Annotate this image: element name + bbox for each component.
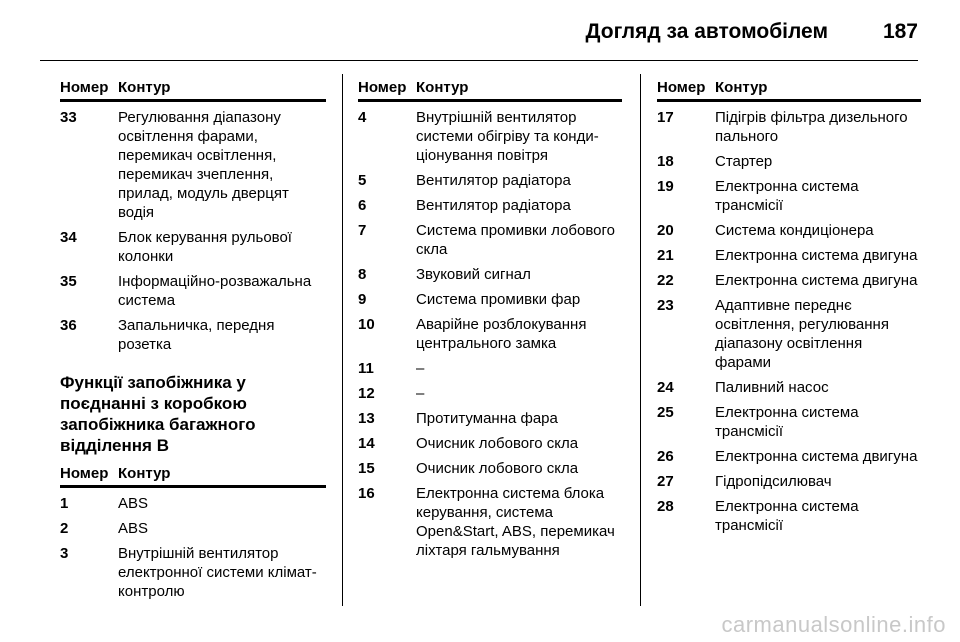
- table-header: [657, 78, 921, 102]
- fuse-number: 19: [657, 178, 674, 195]
- fuse-number: 14: [358, 435, 375, 452]
- table-row: [60, 544, 326, 601]
- table-row: [358, 315, 622, 353]
- table-row: [657, 378, 921, 397]
- table-row: [358, 434, 622, 453]
- table-row: [657, 177, 921, 215]
- table-row: [358, 384, 622, 403]
- fuse-circuit: Регулювання діапазону освітлення фарами, перемикач освітлення, перемикач зчеплення, прилад, модуль дверцят водія: [118, 109, 289, 221]
- header-circuit: Контур: [118, 465, 171, 482]
- fuse-number: 4: [358, 109, 367, 126]
- table-row: [358, 265, 622, 284]
- fuse-number: 27: [657, 473, 674, 490]
- fuse-number: 13: [358, 410, 375, 427]
- fuse-circuit: Очисник лобового скла: [416, 435, 579, 452]
- table-header: [358, 78, 622, 102]
- fuse-circuit: Електронна система двигуна: [715, 247, 918, 264]
- table-row: [358, 290, 622, 309]
- page-title: Догляд за автомобілем: [585, 20, 828, 43]
- fuse-number: 36: [60, 317, 77, 334]
- fuse-circuit: Внутрішній вентилятор електронної системи клімат-контролю: [118, 545, 317, 600]
- header-circuit: Контур: [715, 79, 768, 96]
- fuse-circuit: Електронна система трансмісії: [715, 178, 859, 214]
- fuse-circuit: Електронна система трансмісії: [715, 404, 859, 440]
- fuse-number: 34: [60, 229, 77, 246]
- fuse-number: 8: [358, 266, 367, 283]
- fuse-circuit: Аварійне розблокування центрального замка: [416, 316, 587, 352]
- table-row: [60, 108, 326, 222]
- fuse-circuit: –: [416, 385, 425, 402]
- fuse-circuit: Інформаційно-розважальна система: [118, 273, 312, 309]
- table-row: [657, 271, 921, 290]
- table-row: [657, 296, 921, 372]
- table-header: [60, 464, 326, 488]
- fuse-number: 6: [358, 197, 367, 214]
- fuse-number: 5: [358, 172, 367, 189]
- fuse-number: 33: [60, 109, 77, 126]
- header-circuit: Контур: [416, 79, 469, 96]
- column-divider: [640, 74, 641, 606]
- column-divider: [342, 74, 343, 606]
- table-row: [657, 472, 921, 491]
- fuse-circuit: Вентилятор радіатора: [416, 172, 571, 189]
- fuse-list: [60, 108, 326, 354]
- fuse-number: 35: [60, 273, 77, 290]
- fuse-number: 15: [358, 460, 375, 477]
- fuse-number: 22: [657, 272, 674, 289]
- fuse-number: 11: [358, 360, 374, 377]
- header-number: Номер: [60, 79, 109, 96]
- watermark: carmanualsonline.info: [721, 612, 946, 637]
- table-row: [358, 409, 622, 428]
- header-number: Номер: [657, 79, 706, 96]
- table-row: [60, 316, 326, 354]
- fuse-circuit: Адаптивне переднє освітлення, регулювання діапазону освітлення фарами: [715, 297, 889, 371]
- fuse-circuit: –: [416, 360, 425, 377]
- table-row: [60, 494, 326, 513]
- table-row: [358, 171, 622, 190]
- table-row: [358, 484, 622, 560]
- table-row: [60, 228, 326, 266]
- section-title: Функції запобіжника у поєднанні з коробкою запобіжника багажного відділення B: [60, 373, 256, 455]
- fuse-circuit: ABS: [118, 495, 149, 512]
- header-circuit: Контур: [118, 79, 171, 96]
- fuse-circuit: Електронна система двигуна: [715, 272, 918, 289]
- table-row: [657, 246, 921, 265]
- fuse-circuit: ABS: [118, 520, 149, 537]
- table-header: [60, 78, 326, 102]
- table-row: [358, 108, 622, 165]
- fuse-number: 3: [60, 545, 69, 562]
- column-1: [60, 78, 326, 607]
- fuse-circuit: Гідропідсилювач: [715, 473, 832, 490]
- fuse-circuit: Система промивки лобового скла: [416, 222, 615, 258]
- table-row: [358, 221, 622, 259]
- fuse-circuit: Система промивки фар: [416, 291, 581, 308]
- page-header: [40, 14, 918, 54]
- fuse-number: 2: [60, 520, 69, 537]
- table-row: [657, 403, 921, 441]
- fuse-number: 9: [358, 291, 367, 308]
- table-row: [60, 519, 326, 538]
- table-row: [657, 152, 921, 171]
- table-row: [358, 196, 622, 215]
- fuse-circuit: Система кондиціонера: [715, 222, 874, 239]
- fuse-number: 24: [657, 379, 674, 396]
- table-row: [358, 459, 622, 478]
- header-divider: [40, 60, 918, 61]
- table-row: [657, 221, 921, 240]
- fuse-circuit: Паливний насос: [715, 379, 829, 396]
- table-row: [657, 108, 921, 146]
- table-row: [657, 497, 921, 535]
- fuse-circuit: Протитуманна фара: [416, 410, 558, 427]
- fuse-circuit: Внутрішній вентилятор системи обігріву та конди-ціонування повітря: [416, 109, 599, 164]
- column-2: [358, 78, 622, 566]
- page-number: 187: [882, 20, 918, 43]
- fuse-list: [657, 108, 921, 535]
- fuse-circuit: Підігрів фільтра дизельного пального: [715, 109, 908, 145]
- fuse-list: [60, 494, 326, 601]
- header-number: Номер: [358, 79, 407, 96]
- table-row: [358, 359, 622, 378]
- fuse-circuit: Вентилятор радіатора: [416, 197, 571, 214]
- fuse-circuit: Електронна система трансмісії: [715, 498, 859, 534]
- fuse-circuit: Очисник лобового скла: [416, 460, 579, 477]
- table-row: [657, 447, 921, 466]
- fuse-number: 25: [657, 404, 674, 421]
- fuse-number: 20: [657, 222, 674, 239]
- table-row: [60, 272, 326, 310]
- fuse-number: 10: [358, 316, 375, 333]
- fuse-number: 26: [657, 448, 674, 465]
- fuse-circuit: Звуковий сигнал: [416, 266, 531, 283]
- fuse-circuit: Запальничка, передня розетка: [118, 317, 275, 353]
- column-3: [657, 78, 921, 541]
- fuse-number: 28: [657, 498, 674, 515]
- header-number: Номер: [60, 465, 109, 482]
- fuse-list: [358, 108, 622, 560]
- fuse-number: 7: [358, 222, 367, 239]
- fuse-circuit: Електронна система блока керування, система Open&Start, ABS, перемикач ліхтаря гальмування: [416, 485, 615, 559]
- fuse-circuit: Стартер: [715, 153, 773, 170]
- fuse-number: 1: [60, 495, 69, 512]
- fuse-circuit: Електронна система двигуна: [715, 448, 918, 465]
- fuse-circuit: Блок керування рульової колонки: [118, 229, 292, 265]
- fuse-number: 12: [358, 385, 375, 402]
- fuse-number: 16: [358, 485, 375, 502]
- fuse-number: 23: [657, 297, 674, 314]
- fuse-number: 18: [657, 153, 674, 170]
- fuse-number: 17: [657, 109, 674, 126]
- fuse-number: 21: [657, 247, 674, 264]
